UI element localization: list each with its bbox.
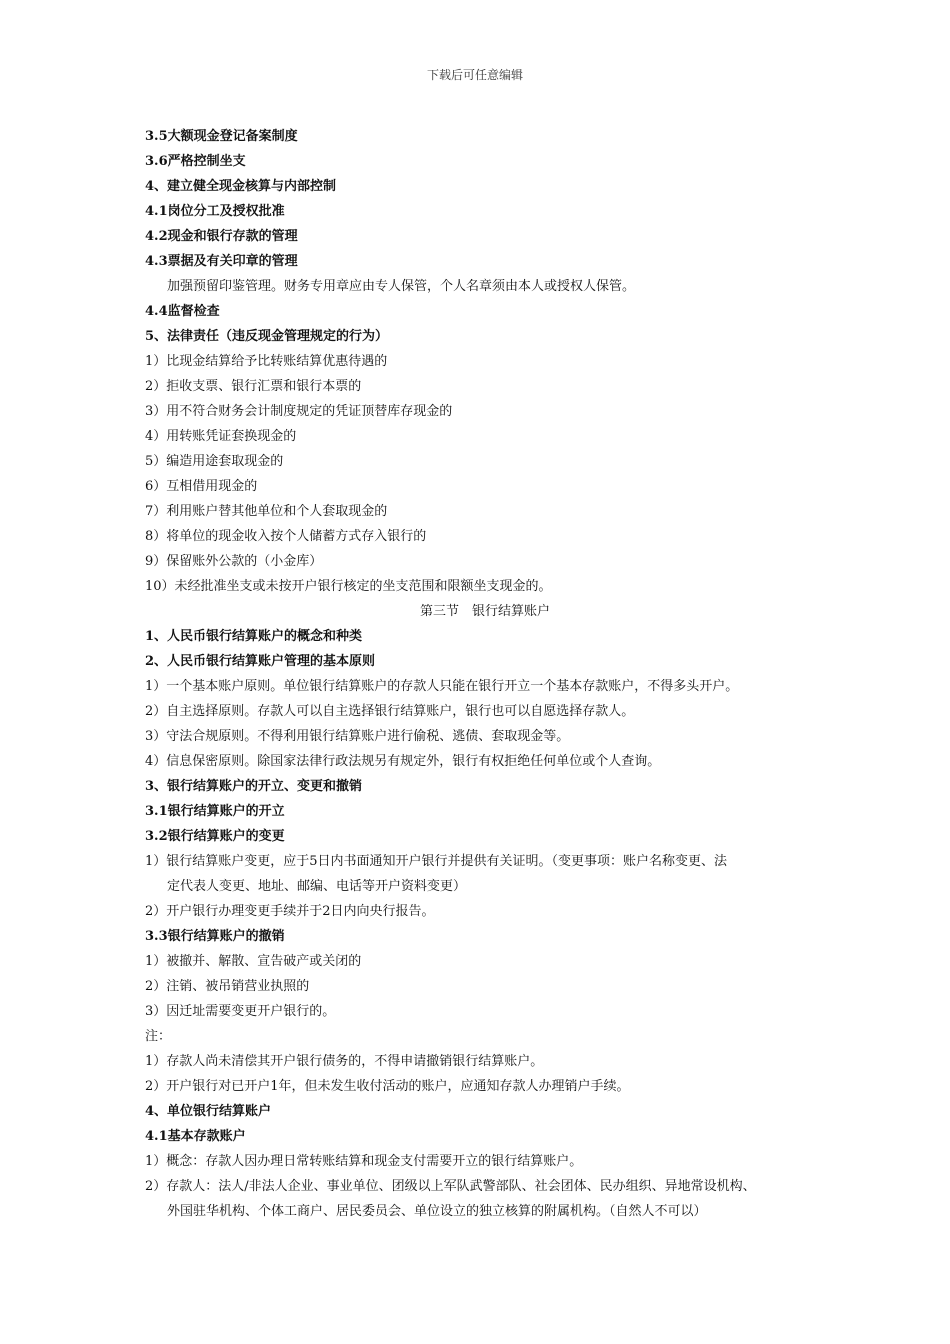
section-heading: 4.2现金和银行存款的管理 [145,229,298,244]
text-line: 1）一个基本账户原则。单位银行结算账户的存款人只能在银行开立一个基本存款账户，不得多头开户。 [145,679,739,694]
text-line: 3）用不符合财务会计制度规定的凭证顶替库存现金的 [145,404,453,419]
section-heading: 3.6严格控制坐支 [145,154,246,169]
text-line: 1）比现金结算给予比转账结算优惠待遇的 [145,354,388,369]
section-heading: 4.1岗位分工及授权批准 [145,204,285,219]
text-line: 8）将单位的现金收入按个人储蓄方式存入银行的 [145,529,427,544]
text-line: 9）保留账外公款的（小金库） [145,554,323,569]
text-line: 2）自主选择原则。存款人可以自主选择银行结算账户，银行也可以自愿选择存款人。 [145,704,635,719]
section-heading: 4、单位银行结算账户 [145,1104,272,1119]
section-heading: 2、人民币银行结算账户管理的基本原则 [145,654,376,669]
text-line: 2）存款人：法人/非法人企业、事业单位、团级以上军队武警部队、社会团体、民办组织、异地常设机构、 [145,1179,756,1194]
section-heading: 第三节 银行结算账户 [419,604,550,619]
section-heading: 3.5大额现金登记备案制度 [145,129,298,144]
text-line: 1）存款人尚未清偿其开户银行债务的，不得申请撤销银行结算账户。 [145,1054,544,1069]
document-body [145,124,825,1224]
section-heading: 5、法律责任（违反现金管理规定的行为） [145,329,389,344]
section-heading: 4.1基本存款账户 [145,1129,246,1144]
text-line: 定代表人变更、地址、邮编、电话等开户资料变更） [167,879,467,894]
text-line: 3）守法合规原则。不得利用银行结算账户进行偷税、逃债、套取现金等。 [145,729,570,744]
section-heading: 1、人民币银行结算账户的概念和种类 [145,629,363,644]
text-line: 2）拒收支票、银行汇票和银行本票的 [145,379,362,394]
text-line: 5）编造用途套取现金的 [145,454,284,469]
section-heading: 4.3票据及有关印章的管理 [145,254,298,269]
section-heading: 3、银行结算账户的开立、变更和撤销 [145,779,363,794]
section-heading: 4.4监督检查 [145,304,220,319]
text-line: 4）信息保密原则。除国家法律行政法规另有规定外，银行有权拒绝任何单位或个人查询。 [145,754,661,769]
text-line: 1）银行结算账户变更，应于5日内书面通知开户银行并提供有关证明。（变更事项：账户名称变更、法 [145,854,728,869]
text-line: 7）利用账户替其他单位和个人套取现金的 [145,504,388,519]
page-header: 下载后可任意编辑 [426,68,523,82]
text-line: 1）被撤并、解散、宣告破产或关闭的 [145,954,362,969]
text-line: 1）概念：存款人因办理日常转账结算和现金支付需要开立的银行结算账户。 [145,1154,583,1169]
section-heading: 3.1银行结算账户的开立 [145,804,285,819]
text-line: 10）未经批准坐支或未按开户银行核定的坐支范围和限额坐支现金的。 [145,579,552,594]
text-line: 3）因迁址需要变更开户银行的。 [145,1004,336,1019]
text-line: 加强预留印鉴管理。财务专用章应由专人保管，个人名章须由本人或授权人保管。 [167,279,636,294]
section-heading: 4、建立健全现金核算与内部控制 [145,179,337,194]
text-line: 6）互相借用现金的 [145,479,258,494]
text-line: 2）开户银行对已开户1年，但未发生收付活动的账户，应通知存款人办理销户手续。 [145,1079,630,1094]
text-line: 4）用转账凭证套换现金的 [145,429,297,444]
text-line: 2）注销、被吊销营业执照的 [145,979,310,994]
text-line: 外国驻华机构、个体工商户、居民委员会、单位设立的独立核算的附属机构。（自然人不可以） [167,1204,707,1219]
text-line: 注： [145,1029,172,1044]
section-heading: 3.3银行结算账户的撤销 [145,929,285,944]
section-heading: 3.2银行结算账户的变更 [145,829,285,844]
text-line: 2）开户银行办理变更手续并于2日内向央行报告。 [145,904,435,919]
